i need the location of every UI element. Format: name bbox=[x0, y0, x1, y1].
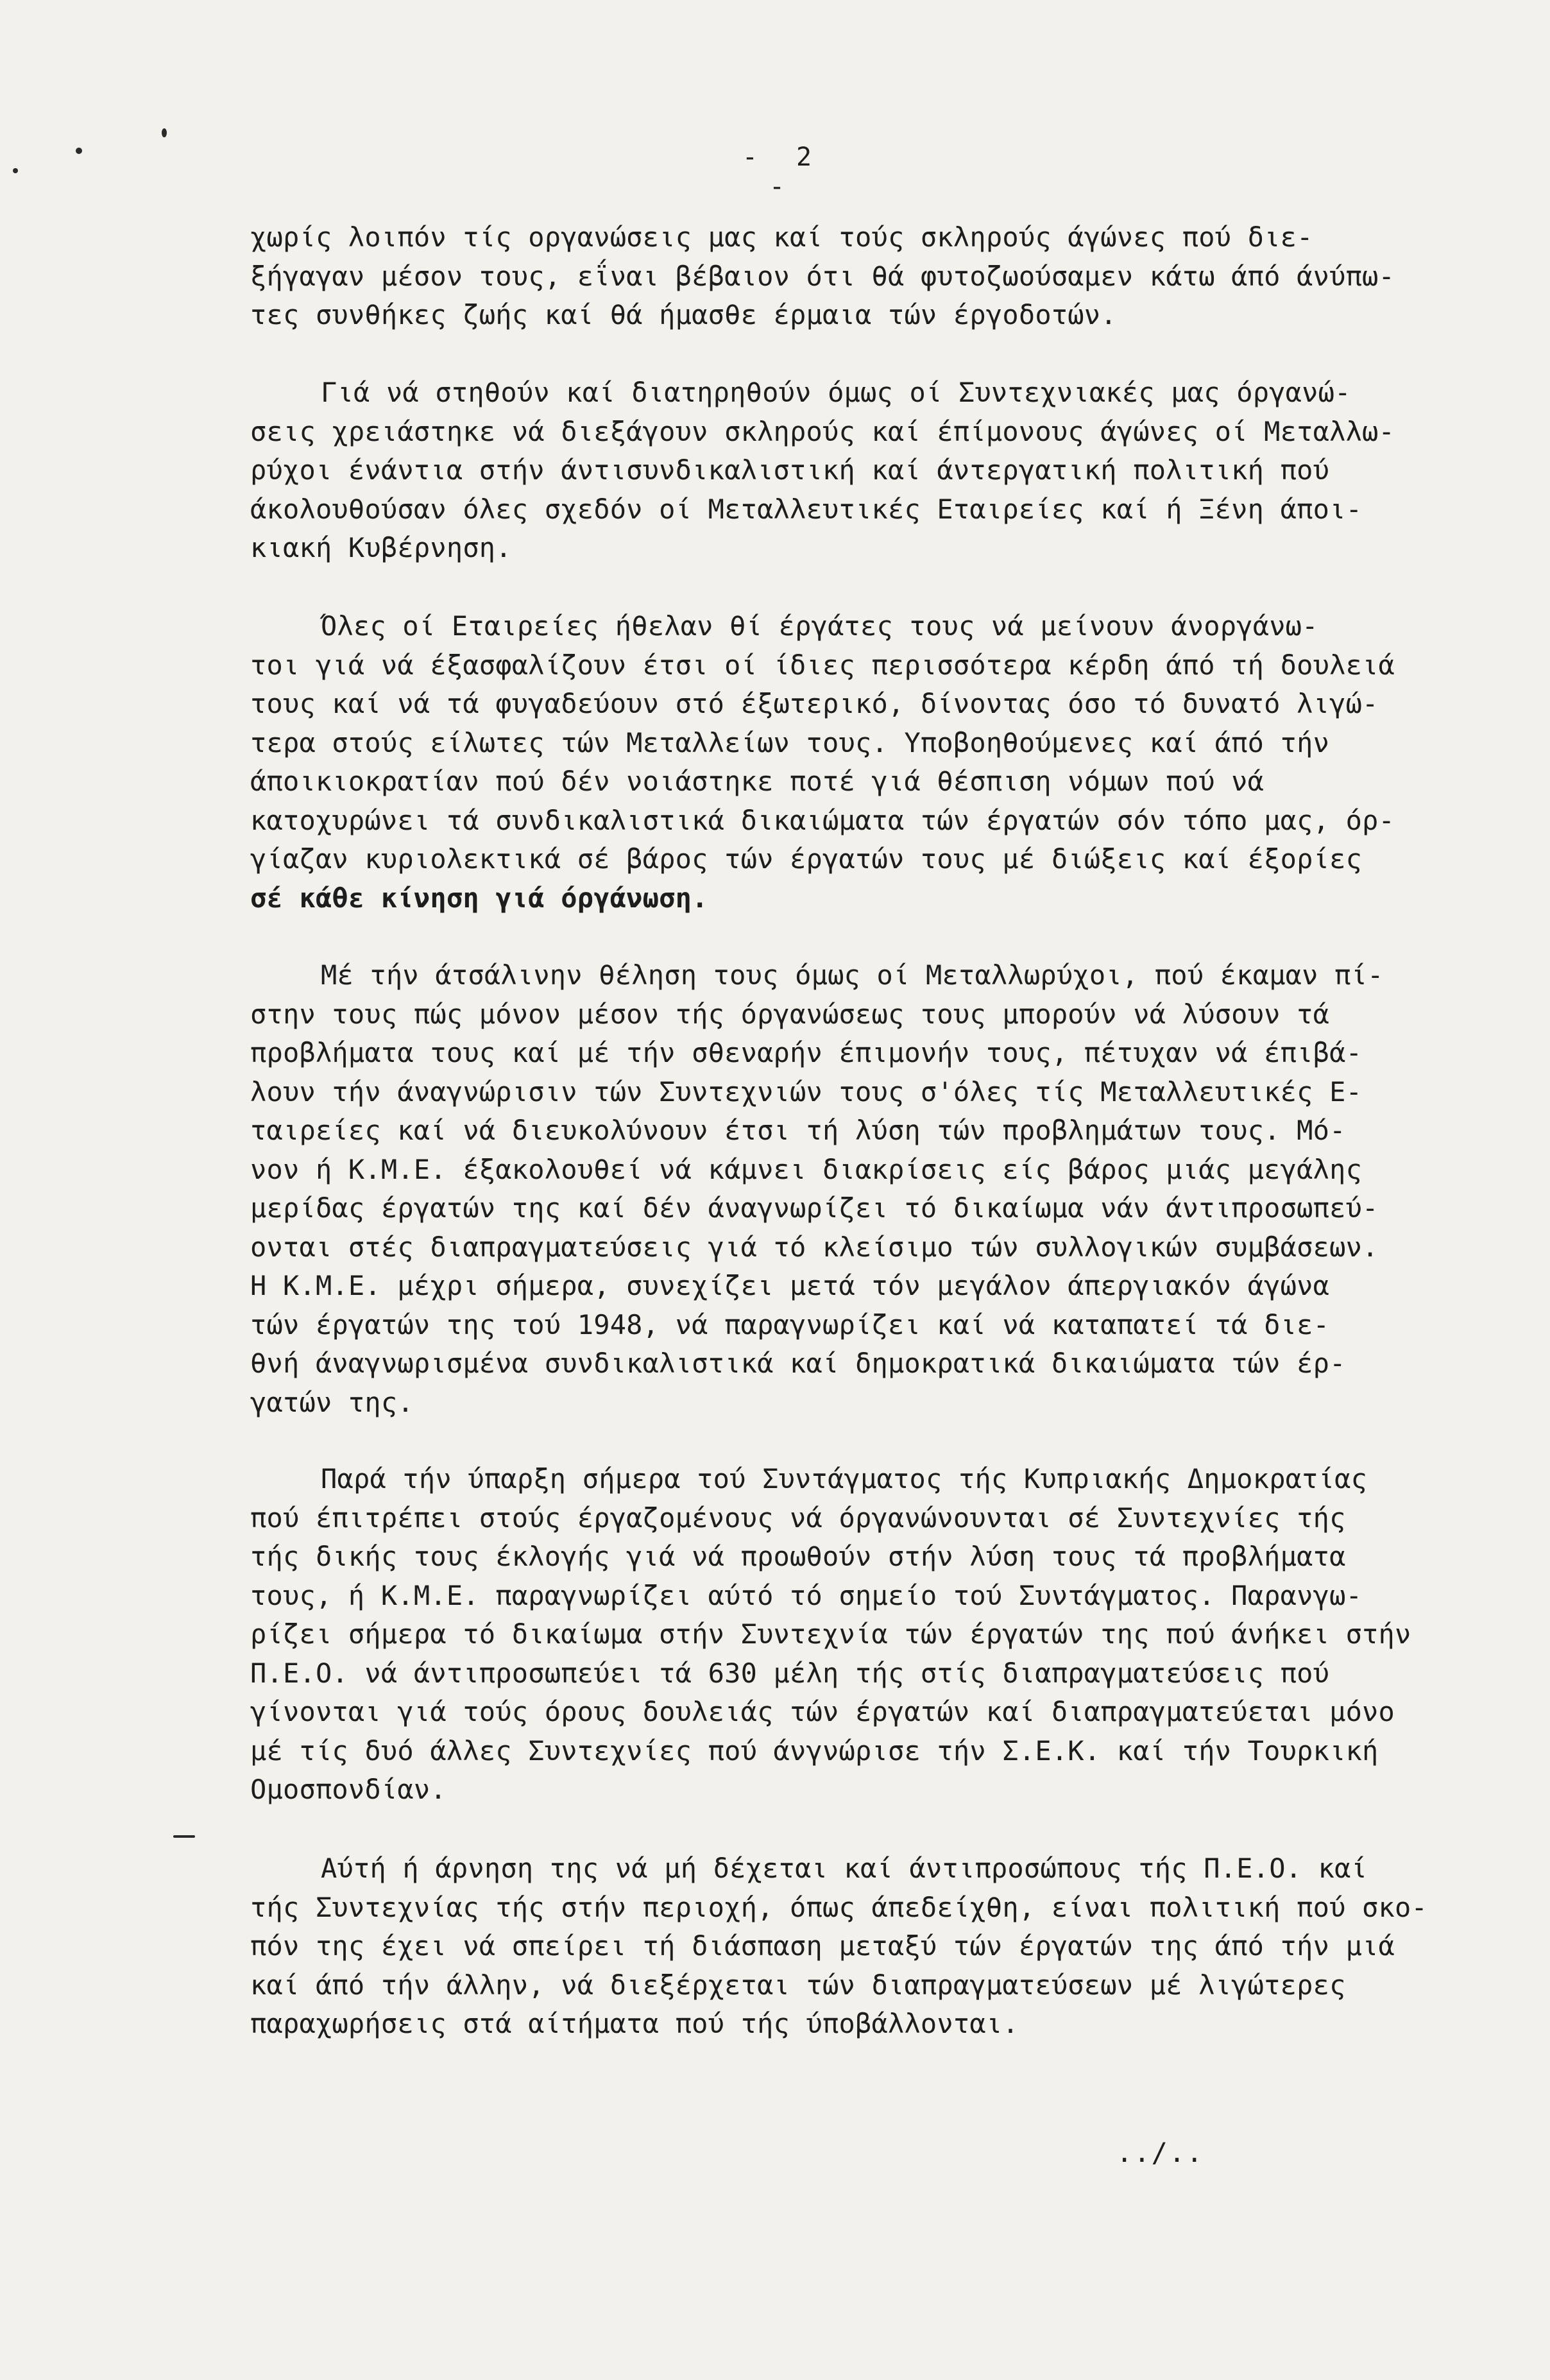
text-line: τής Συντεχνίας τής στήν περιοχή, όπως άπεδείχθη, είναι πολιτική πού σκο- bbox=[250, 1891, 1428, 1923]
paragraph-1 bbox=[250, 218, 1469, 335]
continuation-mark: ../.. bbox=[1116, 2137, 1204, 2168]
paragraph-5 bbox=[250, 1460, 1469, 1810]
text-line: ταιρείες καί νά διευκολύνουν έτσι τή λύση τών προβλημάτων τους. Μό- bbox=[250, 1115, 1346, 1146]
text-line: τής δικής τους έκλογής γιά νά προωθούν στήν λύση τους τά προβλήματα bbox=[250, 1541, 1346, 1572]
text-line: χωρίς λοιπόν τίς οργανώσεις μας καί τούς σκληρούς άγώνες πού διε- bbox=[250, 221, 1313, 253]
paragraph-3 bbox=[250, 607, 1469, 918]
text-line: μέ τίς δυό άλλες Συντεχνίες πού άνγνώρισε τήν Σ.Ε.Κ. καί τήν Τουρκική bbox=[250, 1734, 1379, 1767]
text-line: γίαζαν κυριολεκτικά σέ βάρος τών έργατών τους μέ διώξεις καί έξορίες bbox=[250, 843, 1363, 875]
text-line: λουν τήν άναγνώρισιν τών Συντεχνιών τους σ'όλες τίς Μεταλλευτικές Ε- bbox=[250, 1075, 1363, 1108]
text-line: κιακή Κυβέρνηση. bbox=[250, 532, 512, 563]
text-line: ξήγαγαν μέσον τους, εΐναι βέβαιον ότι θά φυτοζωούσαμεν κάτω άπό άνύπω- bbox=[250, 260, 1395, 292]
text-line: Η Κ.Μ.Ε. μέχρι σήμερα, συνεχίζει μετά τόν μεγάλον άπεργιακόν άγώνα bbox=[250, 1270, 1330, 1301]
text-line: τερα στούς είλωτες τών Μεταλλείων τους. Υποβοηθούμενες καί άπό τήν bbox=[250, 726, 1330, 758]
text-line: Ομοσπονδίαν. bbox=[250, 1774, 447, 1805]
text-line: στην τους πώς μόνον μέσον τής όργανώσεως τους μπορούν νά λύσουν τά bbox=[250, 998, 1330, 1030]
scan-speck bbox=[162, 128, 167, 137]
text-line: θνή άναγνωρισμένα συνδικαλιστικά καί δημοκρατικά δικαιώματα τών έρ- bbox=[250, 1348, 1346, 1379]
text-line: Αύτή ή άρνηση της νά μή δέχεται καί άντιπροσώπους τής Π.Ε.Ο. καί bbox=[321, 1853, 1368, 1884]
paragraph-4 bbox=[250, 956, 1469, 1422]
text-line: παραχωρήσεις στά αίτήματα πού τής ύποβάλλονται. bbox=[250, 2008, 1019, 2039]
text-line: Όλες οί Εταιρείες ήθελαν θί έργάτες τους νά μείνουν άνοργάνω- bbox=[321, 610, 1318, 642]
text-line: ονται στές διαπραγματεύσεις γιά τό κλείσιμο τών συλλογικών συμβάσεων. bbox=[250, 1231, 1379, 1263]
text-line: κατοχυρώνει τά συνδικαλιστικά δικαιώματα τών έργατών σόν τόπο μας, όρ- bbox=[250, 804, 1395, 836]
text-line: γίνονται γιά τούς όρους δουλειάς τών έργατών καί διαπραγματεύεται μόνο bbox=[250, 1696, 1395, 1727]
text-line: τοι γιά νά έξασφαλίζουν έτσι οί ίδιες περισσότερα κέρδη άπό τή δουλειά bbox=[250, 649, 1395, 681]
text-line: άποικιοκρατίαν πού δέν νοιάστηκε ποτέ γιά θέσπιση νόμων πού νά bbox=[250, 766, 1265, 797]
scan-speck bbox=[76, 148, 82, 154]
text-line: ρύχοι ένάντια στήν άντισυνδικαλιστική καί άντεργατική πολιτική πού bbox=[250, 454, 1330, 486]
text-line: γατών της. bbox=[250, 1386, 414, 1418]
text-line: Μέ τήν άτσάλινην θέληση τους όμως οί Μεταλλωρύχοι, πού έκαμαν πί- bbox=[321, 959, 1384, 991]
text-line: τους καί νά τά φυγαδεύουν στό έξωτερικό, δίνοντας όσο τό δυνατό λιγώ- bbox=[250, 688, 1379, 719]
text-line: νον ή Κ.Μ.Ε. έξακολουθεί νά κάμνει διακρίσεις είς βάρος μιάς μεγάλης bbox=[250, 1153, 1363, 1185]
text-line: ρίζει σήμερα τό δικαίωμα στήν Συντεχνία τών έργατών της πού άνήκει στήν bbox=[250, 1618, 1411, 1650]
text-line: άκολουθούσαν όλες σχεδόν οί Μεταλλευτικές Εταιρείες καί ή Ξένη άποι- bbox=[250, 493, 1363, 525]
page-number: - 2 - bbox=[742, 142, 824, 201]
text-line: τών έργατών της τού 1948, νά παραγνωρίζει καί νά καταπατεί τά διε- bbox=[250, 1308, 1330, 1340]
text-line: Παρά τήν ύπαρξη σήμερα τού Συντάγματος τής Κυπριακής Δημοκρατίας bbox=[321, 1463, 1368, 1494]
text-line: προβλήματα τους καί μέ τήν σθεναρήν έπιμονήν τους, πέτυχαν νά έπιβά- bbox=[250, 1037, 1363, 1068]
text-line: σεις χρειάστηκε νά διεξάγουν σκληρούς καί έπίμονους άγώνες οί Μεταλλω- bbox=[250, 415, 1395, 447]
text-line: Π.Ε.Ο. νά άντιπροσωπεύει τά 630 μέλη τής στίς διαπραγματεύσεις πού bbox=[250, 1657, 1330, 1689]
paragraph-2 bbox=[250, 373, 1469, 568]
text-line: πόν της έχει νά σπείρει τή διάσπαση μεταξύ τών έργατών της άπό τήν μιά bbox=[250, 1930, 1395, 1962]
scan-speck bbox=[173, 1835, 195, 1838]
text-line: καί άπό τήν άλλην, νά διεξέρχεται τών διαπραγματεύσεων μέ λιγώτερες bbox=[250, 1969, 1346, 2001]
text-line: σέ κάθε κίνηση γιά όργάνωση. bbox=[250, 882, 708, 914]
paragraph-6 bbox=[250, 1849, 1469, 2044]
scan-speck bbox=[13, 168, 18, 173]
text-line: μερίδας έργατών της καί δέν άναγνωρίζει τό δικαίωμα νάν άντιπροσωπεύ- bbox=[250, 1192, 1379, 1224]
text-line: πού έπιτρέπει στούς έργαζομένους νά όργανώνουνται σέ Συντεχνίες τής bbox=[250, 1502, 1346, 1534]
text-line: τους, ή Κ.Μ.Ε. παραγνωρίζει αύτό τό σημείο τού Συντάγματος. Παρανγω- bbox=[250, 1579, 1363, 1611]
text-line: τες συνθήκες ζωής καί θά ήμασθε έρμαια τών έργοδοτών. bbox=[250, 299, 1117, 330]
text-line: Γιά νά στηθούν καί διατηρηθούν όμως οί Συντεχνιακές μας όργανώ- bbox=[321, 377, 1351, 408]
